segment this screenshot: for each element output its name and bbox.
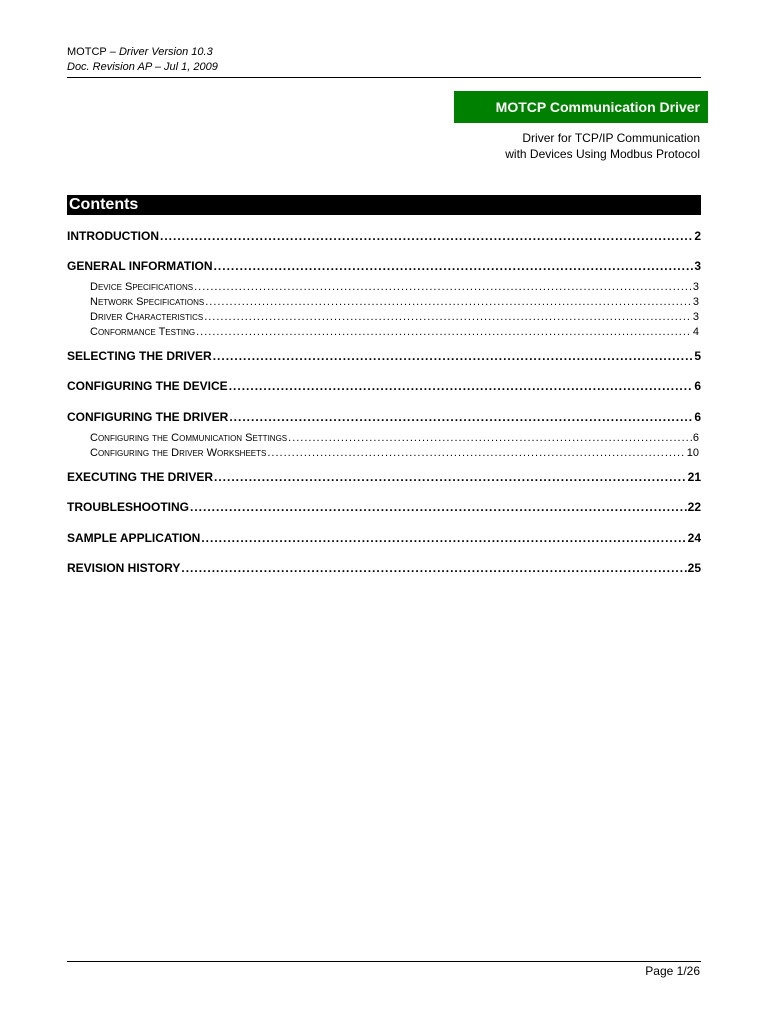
toc-entry-title: EXECUTING THE DRIVER xyxy=(67,470,214,484)
toc-leader xyxy=(267,447,685,459)
header-version-line xyxy=(67,45,218,60)
toc-leader xyxy=(288,432,692,444)
toc-entry-sample-application[interactable] xyxy=(67,531,701,545)
toc-entry-selecting-the-driver[interactable] xyxy=(67,349,701,363)
toc-entry-general-information[interactable] xyxy=(67,259,701,273)
toc-entry-page: 3 xyxy=(692,311,699,323)
toc-leader xyxy=(214,470,687,484)
toc-leader xyxy=(204,311,692,323)
toc-entry-title: Configuring the Driver Worksheets xyxy=(90,447,267,459)
toc-entry-title: Network Specifications xyxy=(90,296,205,308)
toc-entry-title: SAMPLE APPLICATION xyxy=(67,531,201,545)
toc-entry-troubleshooting[interactable] xyxy=(67,500,701,514)
toc-entry-title: Conformance Testing xyxy=(90,326,196,338)
toc-entry-title: GENERAL INFORMATION xyxy=(67,259,213,273)
contents-heading: Contents xyxy=(67,195,701,215)
subtitle-line-2: with Devices Using Modbus Protocol xyxy=(505,147,700,161)
toc-entry-introduction[interactable] xyxy=(67,229,701,243)
toc-entry-device-specifications[interactable] xyxy=(67,281,699,293)
toc-entry-page: 4 xyxy=(692,326,699,338)
toc-entry-network-specifications[interactable] xyxy=(67,296,699,308)
footer-rule xyxy=(67,961,701,962)
toc-entry-configuring-the-device[interactable] xyxy=(67,379,701,393)
toc-entry-page: 3 xyxy=(694,259,701,273)
toc-entry-configuring-communication-settings[interactable] xyxy=(67,432,699,444)
toc-leader xyxy=(229,410,693,424)
toc-entry-page: 22 xyxy=(687,500,701,514)
toc-entry-page: 6 xyxy=(694,379,701,393)
toc-entry-title: TROUBLESHOOTING xyxy=(67,500,189,514)
toc-entry-page: 24 xyxy=(687,531,701,545)
header-rule xyxy=(67,77,701,78)
subtitle-line-1: Driver for TCP/IP Communication xyxy=(522,131,700,145)
toc-leader xyxy=(201,531,686,545)
header-revision: Doc. Revision AP – Jul 1, 2009 xyxy=(67,61,218,73)
toc-entry-page: 21 xyxy=(687,470,701,484)
toc-leader xyxy=(194,281,692,293)
toc-leader xyxy=(160,229,693,243)
document-header xyxy=(67,45,218,75)
toc-entry-revision-history[interactable] xyxy=(67,561,701,575)
toc-leader xyxy=(190,500,687,514)
toc-entry-title: CONFIGURING THE DRIVER xyxy=(67,410,229,424)
toc-leader xyxy=(196,326,692,338)
toc-entry-page: 2 xyxy=(694,229,701,243)
toc-entry-title: Device Specifications xyxy=(90,281,194,293)
toc-leader xyxy=(205,296,692,308)
toc-entry-page: 3 xyxy=(692,281,699,293)
document-subtitle xyxy=(505,130,700,162)
toc-entry-title: Driver Characteristics xyxy=(90,311,204,323)
toc-leader xyxy=(213,349,694,363)
toc-entry-page: 6 xyxy=(692,432,699,444)
toc-entry-title: INTRODUCTION xyxy=(67,229,159,243)
toc-entry-title: Configuring the Communication Settings xyxy=(90,432,288,444)
toc-entry-configuring-the-driver[interactable] xyxy=(67,410,701,424)
toc-entry-page: 10 xyxy=(686,447,699,459)
document-title-box: MOTCP Communication Driver xyxy=(454,91,708,123)
toc-entry-title: CONFIGURING THE DEVICE xyxy=(67,379,228,393)
toc-entry-page: 5 xyxy=(694,349,701,363)
toc-entry-configuring-driver-worksheets[interactable] xyxy=(67,447,699,459)
toc-leader xyxy=(181,561,686,575)
header-product: MOTCP xyxy=(67,46,107,58)
toc-entry-executing-the-driver[interactable] xyxy=(67,470,701,484)
toc-entry-title: SELECTING THE DRIVER xyxy=(67,349,212,363)
toc-entry-page: 6 xyxy=(694,410,701,424)
toc-entry-page: 25 xyxy=(687,561,701,575)
toc-entry-conformance-testing[interactable] xyxy=(67,326,699,338)
header-version: – Driver Version 10.3 xyxy=(106,46,213,58)
toc-leader xyxy=(214,259,694,273)
toc-entry-driver-characteristics[interactable] xyxy=(67,311,699,323)
toc-entry-page: 3 xyxy=(692,296,699,308)
page-number: Page 1/26 xyxy=(645,964,700,978)
toc-entry-title: REVISION HISTORY xyxy=(67,561,181,575)
toc-leader xyxy=(229,379,694,393)
